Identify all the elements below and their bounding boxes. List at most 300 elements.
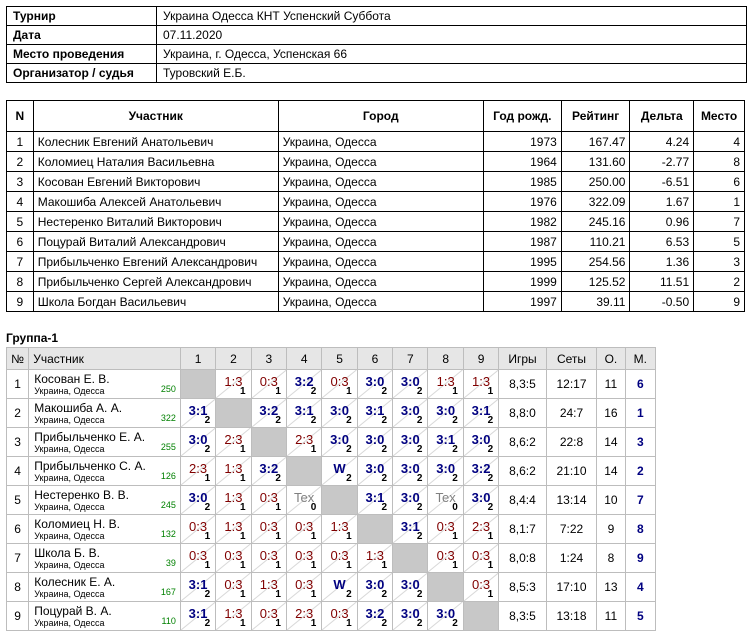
info-value: Украина Одесса КНТ Успенский Суббота <box>157 7 747 26</box>
group-row-games: 8,3:5 <box>499 370 547 399</box>
participant-cell: Украина, Одесса <box>278 292 483 312</box>
match-cell <box>251 515 286 544</box>
match-points: 1 <box>452 560 458 571</box>
match-score: 3:1 <box>188 403 208 418</box>
match-cell <box>322 457 357 486</box>
group-row <box>7 544 656 573</box>
group-row-games: 8,6:2 <box>499 428 547 457</box>
match-cell <box>216 544 251 573</box>
match-score: 3:0 <box>400 577 420 592</box>
match-points: 1 <box>346 618 352 629</box>
participant-cell: 5 <box>694 232 745 252</box>
match-score: 3:1 <box>400 519 420 534</box>
participant-cell: Украина, Одесса <box>278 272 483 292</box>
self-cell <box>393 544 428 573</box>
group-row <box>7 573 656 602</box>
match-score: 0:3 <box>259 519 278 534</box>
participant-cell: Украина, Одесса <box>278 192 483 212</box>
group-row-sets: 17:10 <box>546 573 597 602</box>
participant-cell: -6.51 <box>630 172 694 192</box>
participant-cell: Коломиец Наталия Васильевна <box>33 152 278 172</box>
participants-header-cell: N <box>7 101 34 132</box>
match-cell <box>286 399 321 428</box>
participant-cell: 1976 <box>483 192 561 212</box>
group-row <box>7 457 656 486</box>
match-points: 2 <box>204 618 211 629</box>
match-score: 3:0 <box>188 490 208 505</box>
match-score: 0:3 <box>189 519 208 534</box>
group-row-sets: 12:17 <box>546 370 597 399</box>
match-points: 2 <box>310 415 317 426</box>
match-points: 1 <box>275 502 281 513</box>
participant-cell: 2 <box>7 152 34 172</box>
group-row-games: 8,0:8 <box>499 544 547 573</box>
match-score: 0:3 <box>330 374 349 389</box>
self-cell <box>251 428 286 457</box>
match-score: 0:3 <box>259 374 278 389</box>
player-name: Макошиба А. А. <box>34 401 123 415</box>
match-points: 1 <box>275 386 281 397</box>
match-cell <box>463 515 498 544</box>
group-row-player <box>29 370 181 399</box>
group-row-num: 5 <box>7 486 29 515</box>
participant-cell: Украина, Одесса <box>278 152 483 172</box>
group-row-num: 1 <box>7 370 29 399</box>
match-points: 1 <box>487 560 494 571</box>
match-score: 0:3 <box>436 519 455 534</box>
player-city: Украина, Одесса <box>34 618 105 628</box>
match-cell <box>463 428 498 457</box>
match-points: 0 <box>452 502 458 513</box>
group-header-games: Игры <box>499 348 547 370</box>
participant-row <box>7 132 745 152</box>
match-cell <box>428 428 463 457</box>
match-cell <box>357 486 392 515</box>
participant-cell: 1995 <box>483 252 561 272</box>
group-row-sets: 21:10 <box>546 457 597 486</box>
match-score: 0:3 <box>259 606 278 621</box>
match-cell <box>463 457 498 486</box>
participant-cell: Прибыльченко Евгений Александрович <box>33 252 278 272</box>
match-cell <box>180 515 215 544</box>
match-cell <box>322 573 357 602</box>
participants-header-cell: Дельта <box>630 101 694 132</box>
match-cell <box>357 544 392 573</box>
participant-cell: Нестеренко Виталий Викторович <box>33 212 278 232</box>
participant-cell: 3 <box>694 252 745 272</box>
match-points: 1 <box>240 560 246 571</box>
match-points: 1 <box>275 618 281 629</box>
participant-cell: 4 <box>694 132 745 152</box>
match-score: 3:0 <box>188 432 208 447</box>
match-score: 3:0 <box>436 461 456 476</box>
match-cell <box>393 573 428 602</box>
match-cell <box>251 602 286 631</box>
participant-cell: 7 <box>694 212 745 232</box>
match-points: 2 <box>487 502 494 513</box>
group-row-place: 7 <box>625 486 655 515</box>
match-cell <box>322 428 357 457</box>
match-score: 1:3 <box>436 374 455 389</box>
match-score: 0:3 <box>295 519 314 534</box>
participant-cell: 7 <box>7 252 34 272</box>
match-score: 0:3 <box>295 577 314 592</box>
player-rating: 250 <box>160 384 176 394</box>
match-cell <box>463 486 498 515</box>
match-cell <box>357 399 392 428</box>
match-cell <box>251 370 286 399</box>
participant-cell: Украина, Одесса <box>278 252 483 272</box>
participant-cell: 167.47 <box>561 132 630 152</box>
match-cell <box>428 370 463 399</box>
participant-row <box>7 172 745 192</box>
group-row-place: 4 <box>625 573 655 602</box>
self-cell <box>322 486 357 515</box>
match-points: 2 <box>346 589 352 600</box>
match-cell <box>322 399 357 428</box>
participant-cell: 6.53 <box>630 232 694 252</box>
match-points: 2 <box>452 473 458 484</box>
match-cell <box>251 486 286 515</box>
match-score: 3:1 <box>188 606 208 621</box>
participant-cell: -0.50 <box>630 292 694 312</box>
participant-cell: 8 <box>694 152 745 172</box>
match-points: 1 <box>275 589 281 600</box>
participant-row <box>7 152 745 172</box>
player-name: Прибыльченко Е. А. <box>34 430 146 444</box>
match-points: 2 <box>416 531 423 542</box>
info-key: Место проведения <box>7 45 157 64</box>
participant-cell: 5 <box>7 212 34 232</box>
match-cell <box>463 370 498 399</box>
group-row-games: 8,5:3 <box>499 573 547 602</box>
participant-cell: 4.24 <box>630 132 694 152</box>
match-cell <box>357 602 392 631</box>
player-rating: 322 <box>160 413 176 423</box>
group-row <box>7 428 656 457</box>
player-rating: 126 <box>160 471 176 481</box>
participant-cell: 245.16 <box>561 212 630 232</box>
participant-cell: 250.00 <box>561 172 630 192</box>
participant-cell: Школа Богдан Васильевич <box>33 292 278 312</box>
player-city: Украина, Одесса <box>34 589 105 599</box>
match-score: W <box>333 577 346 592</box>
group-row-sets: 1:24 <box>546 544 597 573</box>
match-points: 1 <box>240 502 246 513</box>
match-score: 2:3 <box>224 432 243 447</box>
group-row-num: 4 <box>7 457 29 486</box>
participants-table <box>6 100 745 312</box>
group-row-points: 8 <box>597 544 625 573</box>
match-points: 2 <box>416 589 423 600</box>
participant-cell: 8 <box>7 272 34 292</box>
participant-row <box>7 252 745 272</box>
match-points: 1 <box>310 444 317 455</box>
player-name: Косован Е. В. <box>34 372 110 386</box>
group-header-points: О. <box>597 348 625 370</box>
group-row-player <box>29 457 181 486</box>
participant-cell: 1.67 <box>630 192 694 212</box>
participant-cell: 1973 <box>483 132 561 152</box>
match-score: 2:3 <box>295 432 314 447</box>
match-points: 1 <box>275 560 281 571</box>
player-name: Колесник Е. А. <box>34 575 116 589</box>
match-score: 3:2 <box>259 403 279 418</box>
match-score: 0:3 <box>436 548 455 563</box>
group-row-num: 8 <box>7 573 29 602</box>
group-row-games: 8,3:5 <box>499 602 547 631</box>
match-score: 0:3 <box>224 577 243 592</box>
match-cell <box>428 544 463 573</box>
participant-cell: 322.09 <box>561 192 630 212</box>
info-key: Дата <box>7 26 157 45</box>
info-key: Турнир <box>7 7 157 26</box>
match-points: 2 <box>452 415 458 426</box>
player-rating: 245 <box>160 500 176 510</box>
group-row-num: 6 <box>7 515 29 544</box>
match-cell <box>251 399 286 428</box>
match-points: 1 <box>275 531 281 542</box>
match-score: 3:0 <box>400 461 420 476</box>
match-score: 1:3 <box>224 606 243 621</box>
match-cell <box>216 573 251 602</box>
group-row-games: 8,4:4 <box>499 486 547 515</box>
participant-cell: Украина, Одесса <box>278 232 483 252</box>
group-row-place: 3 <box>625 428 655 457</box>
group-row-points: 9 <box>597 515 625 544</box>
info-value: Туровский Е.Б. <box>157 64 747 83</box>
match-cell <box>463 544 498 573</box>
group-row-place: 2 <box>625 457 655 486</box>
match-score: 3:0 <box>436 403 456 418</box>
match-points: 2 <box>416 473 423 484</box>
group-row-points: 11 <box>597 602 625 631</box>
match-score: 0:3 <box>224 548 243 563</box>
group-row-games: 8,8:0 <box>499 399 547 428</box>
player-city: Украина, Одесса <box>34 415 105 425</box>
group-row-points: 14 <box>597 428 625 457</box>
match-cell <box>357 370 392 399</box>
player-name: Школа Б. В. <box>34 546 100 560</box>
group-row <box>7 399 656 428</box>
group-row-points: 16 <box>597 399 625 428</box>
match-score: 3:1 <box>294 403 314 418</box>
match-cell <box>286 544 321 573</box>
match-points: 2 <box>452 618 458 629</box>
match-points: 2 <box>381 502 388 513</box>
participant-cell: 1.36 <box>630 252 694 272</box>
match-points: 2 <box>381 386 388 397</box>
player-rating: 132 <box>160 529 176 539</box>
match-cell <box>216 457 251 486</box>
match-cell <box>393 370 428 399</box>
group-row-player <box>29 428 181 457</box>
match-cell <box>393 515 428 544</box>
match-cell <box>216 602 251 631</box>
group-row-points: 10 <box>597 486 625 515</box>
group-header-name: Участник <box>29 348 181 370</box>
match-score: 0:3 <box>295 548 314 563</box>
match-points: 1 <box>204 531 211 542</box>
match-score: 3:0 <box>365 461 385 476</box>
group-row <box>7 602 656 631</box>
player-name: Коломиец Н. В. <box>34 517 120 531</box>
match-cell <box>216 428 251 457</box>
participant-cell: 3 <box>7 172 34 192</box>
match-cell <box>428 602 463 631</box>
participant-cell: Косован Евгений Викторович <box>33 172 278 192</box>
match-points: 2 <box>381 473 388 484</box>
info-value: 07.11.2020 <box>157 26 747 45</box>
match-points: 2 <box>452 444 458 455</box>
group-row-num: 3 <box>7 428 29 457</box>
player-city: Украина, Одесса <box>34 502 105 512</box>
group-row <box>7 370 656 399</box>
group-row-games: 8,1:7 <box>499 515 547 544</box>
group-row-player <box>29 602 181 631</box>
group-row-num: 9 <box>7 602 29 631</box>
match-points: 1 <box>381 560 388 571</box>
self-cell <box>428 573 463 602</box>
tournament-info-table <box>6 6 747 83</box>
participant-cell: -2.77 <box>630 152 694 172</box>
group-header-sets: Сеты <box>546 348 597 370</box>
match-score: 3:0 <box>436 606 456 621</box>
match-score: 3:0 <box>400 490 420 505</box>
group-row-sets: 7:22 <box>546 515 597 544</box>
match-points: 2 <box>416 502 423 513</box>
player-rating: 167 <box>160 587 176 597</box>
info-row <box>7 45 747 64</box>
group-row-num: 2 <box>7 399 29 428</box>
participant-cell: 125.52 <box>561 272 630 292</box>
match-cell <box>428 486 463 515</box>
group-row-num: 7 <box>7 544 29 573</box>
group-row-sets: 24:7 <box>546 399 597 428</box>
match-score: 0:3 <box>259 548 278 563</box>
participant-cell: 11.51 <box>630 272 694 292</box>
group-header-col: 7 <box>393 348 428 370</box>
match-points: 1 <box>240 386 246 397</box>
match-score: 0:3 <box>472 548 491 563</box>
match-points: 1 <box>310 531 317 542</box>
match-points: 2 <box>416 618 423 629</box>
info-row <box>7 64 747 83</box>
match-score: 1:3 <box>365 548 384 563</box>
match-points: 1 <box>487 589 494 600</box>
group-row-points: 14 <box>597 457 625 486</box>
match-score: 3:0 <box>365 374 385 389</box>
match-cell <box>251 544 286 573</box>
participant-cell: 1 <box>694 192 745 212</box>
match-score: Tex <box>294 490 315 505</box>
match-cell <box>357 457 392 486</box>
match-score: 3:1 <box>188 577 208 592</box>
match-cell <box>428 457 463 486</box>
match-score: 3:0 <box>330 403 349 418</box>
group-header-col: 2 <box>216 348 251 370</box>
match-score: 3:0 <box>400 374 420 389</box>
match-cell <box>428 399 463 428</box>
group-header-col: 3 <box>251 348 286 370</box>
participants-header-row <box>7 101 745 132</box>
participant-cell: 1982 <box>483 212 561 232</box>
match-points: 1 <box>204 560 211 571</box>
match-points: 1 <box>240 531 246 542</box>
match-score: 1:3 <box>259 577 278 592</box>
match-cell <box>322 602 357 631</box>
info-key: Организатор / судья <box>7 64 157 83</box>
match-points: 2 <box>346 473 352 484</box>
participant-cell: Украина, Одесса <box>278 172 483 192</box>
match-points: 1 <box>310 589 317 600</box>
self-cell <box>463 602 498 631</box>
match-points: 2 <box>346 444 352 455</box>
match-score: 3:2 <box>294 374 314 389</box>
group-title: Группа-1 <box>6 331 59 345</box>
match-cell <box>180 457 215 486</box>
match-score: 3:0 <box>471 490 491 505</box>
group-row-place: 5 <box>625 602 655 631</box>
match-cell <box>286 573 321 602</box>
match-score: 1:3 <box>224 374 243 389</box>
match-points: 1 <box>240 589 246 600</box>
match-points: 2 <box>310 386 317 397</box>
match-cell <box>322 370 357 399</box>
match-cell <box>216 486 251 515</box>
group-row-player <box>29 399 181 428</box>
player-city: Украина, Одесса <box>34 444 105 454</box>
match-points: 2 <box>381 618 388 629</box>
match-cell <box>286 428 321 457</box>
match-points: 2 <box>416 444 423 455</box>
match-cell <box>286 370 321 399</box>
match-score: 3:0 <box>365 577 385 592</box>
match-score: 0:3 <box>259 490 278 505</box>
self-cell <box>357 515 392 544</box>
participant-cell: 6 <box>694 172 745 192</box>
participant-cell: Прибыльченко Сергей Александрович <box>33 272 278 292</box>
group-row-player <box>29 515 181 544</box>
match-points: 2 <box>416 386 423 397</box>
match-cell <box>216 515 251 544</box>
match-cell <box>180 486 215 515</box>
match-score: 3:1 <box>436 432 456 447</box>
player-city: Украина, Одесса <box>34 473 105 483</box>
match-points: 2 <box>204 444 211 455</box>
participant-cell: 131.60 <box>561 152 630 172</box>
match-points: 2 <box>204 502 211 513</box>
group-header-col: 6 <box>357 348 392 370</box>
group-row-place: 9 <box>625 544 655 573</box>
participants-header-cell: Участник <box>33 101 278 132</box>
player-rating: 39 <box>165 558 176 568</box>
match-points: 1 <box>346 386 352 397</box>
match-cell <box>251 457 286 486</box>
match-points: 0 <box>310 502 317 513</box>
participant-cell: 1 <box>7 132 34 152</box>
match-points: 1 <box>310 618 317 629</box>
match-score: W <box>333 461 346 476</box>
match-score: 3:0 <box>400 606 420 621</box>
participant-cell: 6 <box>7 232 34 252</box>
match-points: 1 <box>240 444 246 455</box>
participant-row <box>7 212 745 232</box>
match-points: 2 <box>204 589 211 600</box>
match-cell <box>216 370 251 399</box>
match-cell <box>180 399 215 428</box>
match-cell <box>286 486 321 515</box>
